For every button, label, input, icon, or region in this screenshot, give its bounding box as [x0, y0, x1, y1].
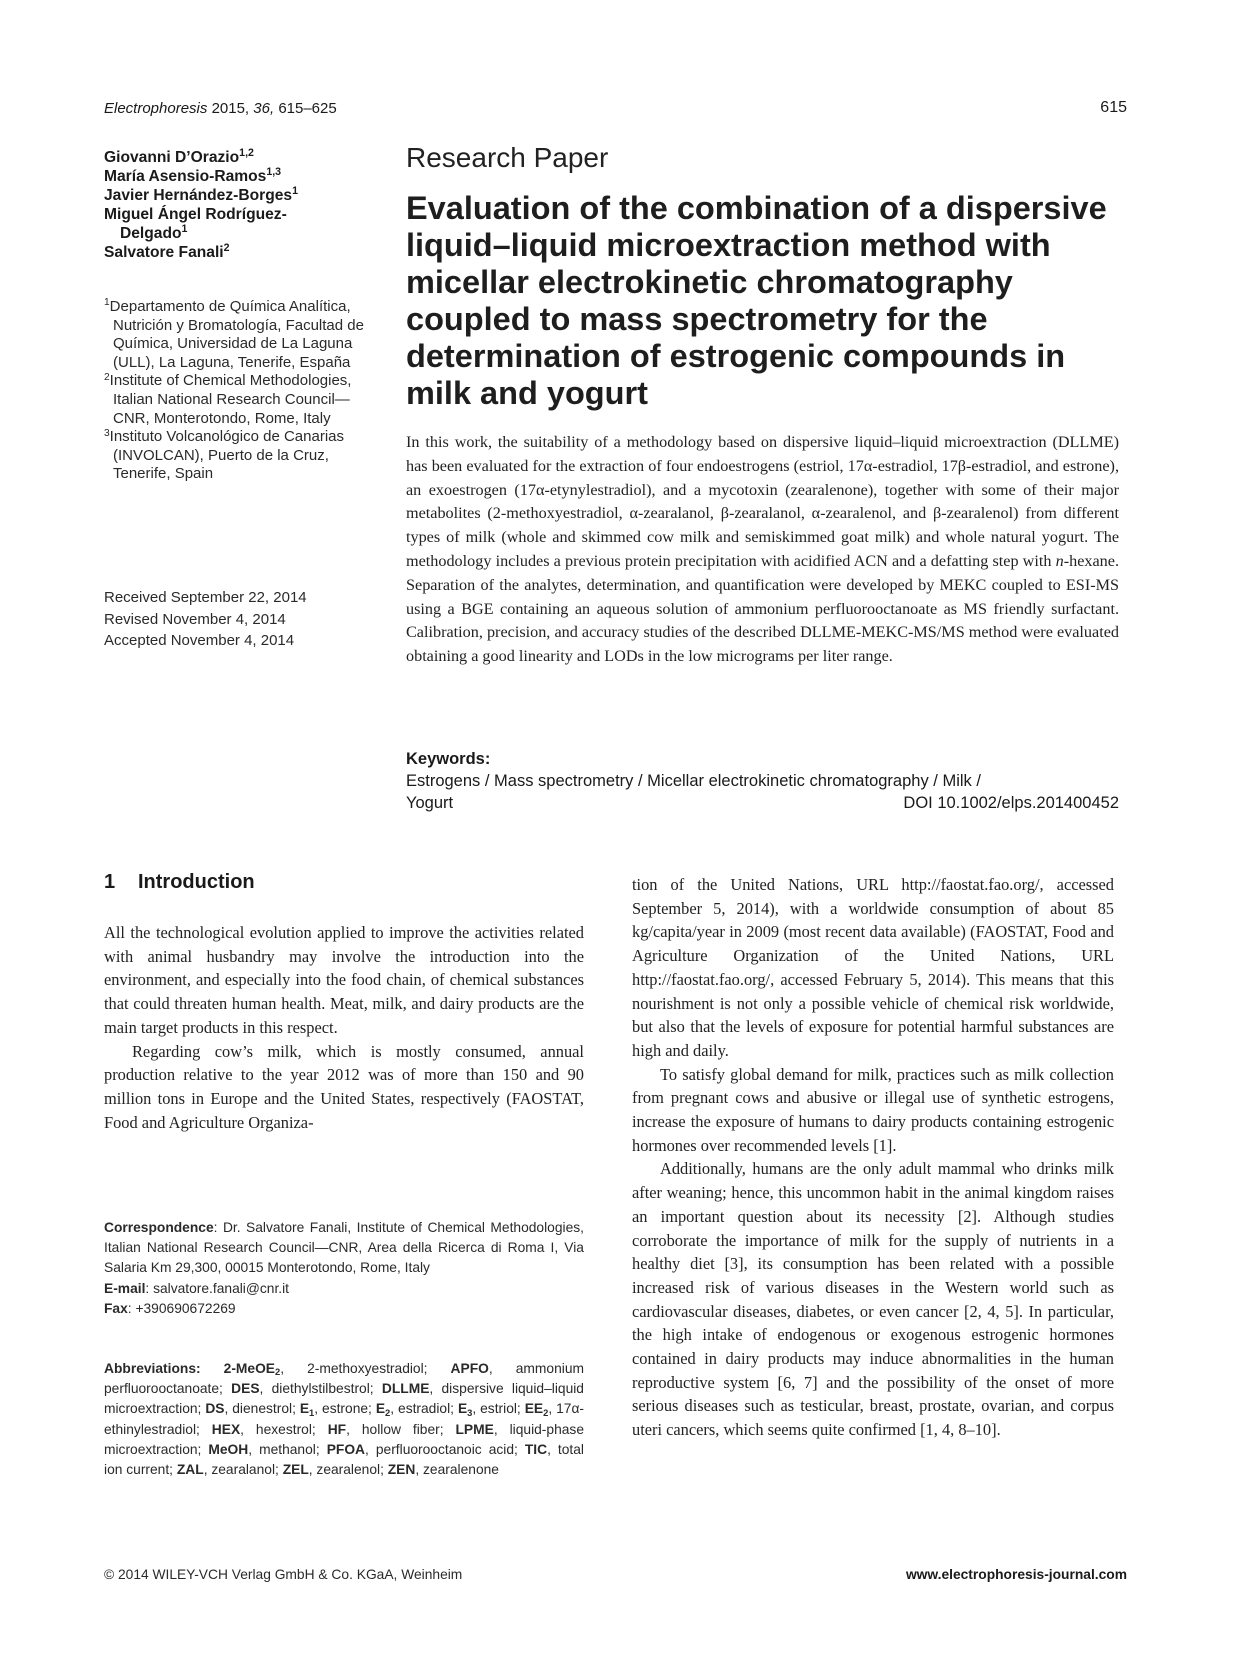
- keywords-line: Estrogens / Mass spectrometry / Micellar electrokinetic chromatography / Milk /: [406, 772, 981, 790]
- keyword: Yogurt: [406, 794, 454, 812]
- abbreviations-label: Abbreviations:: [104, 1361, 201, 1376]
- abbreviation-entry: [224, 1361, 451, 1376]
- abbreviation-entry: [458, 1401, 525, 1416]
- abbreviation-term: ZAL: [176, 1462, 204, 1478]
- article-type: Research Paper: [406, 142, 609, 173]
- author-list: [104, 148, 394, 262]
- paragraph: To satisfy global demand for milk, practices such as milk collection from pregnant cows and abusive or illegal use of synthetic estrogens, increase the exposure of humans to dairy products containing estrogenic hormones over recommended levels [1].: [632, 1064, 1114, 1155]
- author-name: Javier Hernández-Borges$^1$: [104, 185, 298, 204]
- abbreviation-definition: , zearalenone: [415, 1462, 499, 1478]
- abbreviations-list: [104, 1361, 584, 1477]
- abbreviation-entry: [388, 1462, 499, 1477]
- journal-year: 2015,: [211, 100, 250, 117]
- abbreviation-entry: [300, 1401, 376, 1416]
- paragraph: Regarding cow’s milk, which is mostly consumed, annual production relative to the year 2012 was of more than 150 and 90 million tons in Europe and the United States, respectively (FAOSTAT, Food and Agriculture Organiza-: [104, 1041, 584, 1132]
- fax-number: : +390690672269: [127, 1300, 236, 1316]
- abbreviation-definition: , dispersive liquid–liquid microextraction;: [104, 1381, 584, 1417]
- abbreviation-term: TIC: [524, 1441, 548, 1457]
- abbreviation-term: ZEL: [282, 1462, 309, 1478]
- journal-website[interactable]: www.electrophoresis-journal.com: [905, 1567, 1127, 1582]
- author-name: Giovanni D’Orazio$^{1,2}$: [104, 147, 254, 166]
- abbreviation-definition: , zearalanol;: [203, 1462, 283, 1478]
- abbreviation-term: HF: [327, 1421, 347, 1437]
- keywords-label: Keywords:: [406, 750, 491, 768]
- accepted-date: Accepted November 4, 2014: [104, 632, 295, 649]
- copyright-notice: © 2014 WILEY-VCH Verlag GmbH & Co. KGaA, Weinheim: [104, 1567, 463, 1582]
- section-number: 1: [104, 871, 116, 893]
- section-heading: [104, 871, 255, 894]
- article-dates: [104, 587, 384, 652]
- fax-label: Fax: [104, 1300, 128, 1316]
- abbreviation-entry: [283, 1462, 388, 1477]
- body-column-right: [632, 873, 1114, 1442]
- abbreviation-term: DLLME: [381, 1381, 430, 1397]
- abstract: In this work, the suitability of a methodology based on dispersive liquid–liquid microextraction (DLLME) has been evaluated for the extraction of four endoestrogens (estriol, 17α-estradiol, 17β-estradiol, and estrone), an exoestrogen (17α-etynylestradiol), and a mycotoxin (zearalenone), together with some of their major metabolites (2-methoxyestradiol, α-zearalanol, β-zearalanol, α-zearalenol, and β-zearalenol) from different types of milk (whole and skimmed cow milk and semiskimmed goat milk) and whole natural yogurt. The methodology includes a previous protein precipitation with acidified ACN and a defatting step with n-hexane. Separation of the analytes, determination, and quantification were developed by MEKC coupled to ESI-MS using a BGE containing an aqueous solution of ammonium perfluorooctanoate as MS friendly surfactant. Calibration, precision, and accuracy studies of the described DLLME-MEKC-MS/MS method were evaluated obtaining a good linearity and LODs in the low micrograms per liter range.: [406, 433, 1119, 666]
- abbreviation-definition: , hollow fiber;: [346, 1421, 456, 1437]
- abbreviation-definition: , perfluorooctanoic acid;: [365, 1441, 525, 1457]
- abbreviation-definition: , estriol;: [472, 1401, 525, 1417]
- abbreviation-term: PFOA: [326, 1441, 366, 1457]
- abbreviation-term: LPME: [455, 1421, 494, 1437]
- author-name: Salvatore Fanali$^2$: [104, 242, 230, 261]
- correspondence-note: Correspondence: Dr. Salvatore Fanali, Institute of Chemical Methodologies, Italian National Research Council—CNR, Area della Ricerca di Roma I, Via Salaria Km 29,300, 00015 Monterotondo, Rome, Italy E-mail: salvatore.fanali@cnr.it Fax: +390690672269: [104, 1220, 584, 1316]
- abbreviation-entry: [327, 1442, 525, 1457]
- abbreviations-note: [104, 1359, 584, 1480]
- author-name: María Asensio-Ramos$^{1,3}$: [104, 166, 282, 185]
- affiliation-list: [104, 298, 384, 484]
- abbreviation-definition: , dienestrol;: [224, 1401, 300, 1417]
- abbreviation-definition: , 2-methoxyestradiol;: [280, 1361, 451, 1376]
- abbreviation-entry: [212, 1422, 328, 1437]
- abbreviation-definition: , total ion current;: [104, 1441, 584, 1478]
- email-address[interactable]: : salvatore.fanali@cnr.it: [145, 1280, 290, 1296]
- received-date: Received September 22, 2014: [104, 589, 307, 606]
- abbreviation-term: $E_2$: [375, 1401, 391, 1418]
- abbreviation-term: $EE_2$: [524, 1401, 549, 1418]
- paragraph: Additionally, humans are the only adult mammal who drinks milk after weaning; hence, this uncommon habit in the animal kingdom raises an important question about its necessity [2]. Although studies corroborate the importance of milk for the supply of nutrients in a healthy diet [3], its consumption has been related with a possible increased risk of various diseases in the Western world such as cardiovascular diseases, diabetes, or even cancer [2, 4, 5]. In particular, the high intake of endogenous or exogenous estrogenic hormones contained in dairy products may induce abnormalities in the human reproductive system [6, 7] and the possibility of the onset of more serious diseases such as testicular, breast, prostate, ovarian, and corpus uteri cancers, which seems quite confirmed [1, 4, 8–10].: [632, 1159, 1114, 1440]
- running-header-citation: [104, 100, 337, 117]
- abbreviation-term: APFO: [450, 1361, 489, 1376]
- page-number: 615: [1100, 99, 1127, 116]
- abbreviation-term: ZEN: [387, 1462, 416, 1478]
- abbreviation-definition: , zearalenol;: [308, 1462, 388, 1478]
- abbreviation-entry: [376, 1401, 458, 1416]
- abbreviation-definition: , hexestrol;: [240, 1421, 328, 1437]
- author-name-continuation: Delgado$^1$: [120, 223, 188, 242]
- abbreviation-definition: , diethylstilbestrol;: [259, 1381, 382, 1397]
- affiliation: $^2$Institute of Chemical Methodologies, Italian National Research Council—CNR, Monterotondo, Rome, Italy: [104, 371, 352, 427]
- article-title: Evaluation of the combination of a dispersive liquid–liquid microextraction method with micellar electrokinetic chromatography coupled to mass spectrometry for the determination of estrogenic compounds in milk and yogurt: [406, 190, 1107, 411]
- keywords-line: [406, 794, 1119, 813]
- author-name: Miguel Ángel Rodríguez-: [104, 206, 287, 223]
- abbreviation-term: DS: [205, 1401, 225, 1417]
- revised-date: Revised November 4, 2014: [104, 610, 286, 628]
- abbreviation-entry: [231, 1381, 382, 1396]
- abbreviation-term: HEX: [211, 1421, 241, 1437]
- abbreviation-definition: , methanol;: [248, 1441, 327, 1457]
- section-title: Introduction: [138, 871, 255, 893]
- abbreviation-entry: [328, 1422, 456, 1437]
- abbreviation-term: DES: [231, 1381, 260, 1397]
- body-column-left: [104, 921, 584, 1134]
- abbreviation-definition: , liquid-phase microextraction;: [104, 1421, 584, 1457]
- abbreviation-definition: , estrone;: [314, 1401, 376, 1417]
- affiliation: $^3$Instituto Volcanológico de Canarias (INVOLCAN), Puerto de la Cruz, Tenerife, Spain: [104, 427, 344, 483]
- correspondence-label: Correspondence: [104, 1220, 214, 1235]
- abbreviation-entry: [177, 1462, 283, 1477]
- abbreviation-term: 2-MeOE$_2$: [223, 1361, 281, 1378]
- abbreviation-term: $E_1$: [299, 1401, 315, 1418]
- journal-volume: 36,: [253, 100, 275, 117]
- doi[interactable]: DOI 10.1002/elps.201400452: [903, 794, 1119, 812]
- abbreviation-term: MeOH: [208, 1441, 249, 1457]
- paragraph: tion of the United Nations, URL http://faostat.fao.org/, accessed September 5, 2014), with a worldwide consumption of about 85 kg/capita/year in 2009 (most recent data available) (FAOSTAT, Food and Agriculture Organization of the United Nations, URL http://faostat.fao.org/, accessed February 5, 2014). This means that this nourishment is not only a possible vehicle of chemical risk worldwide, but also that the levels of exposure for potential harmful substances are high and daily.: [632, 875, 1114, 1060]
- abbreviation-definition: , ammonium perfluorooctanoate;: [104, 1361, 584, 1397]
- journal-name: Electrophoresis: [104, 100, 208, 117]
- journal-pages: 615–625: [278, 100, 337, 117]
- abbreviation-term: $E_3$: [457, 1401, 473, 1418]
- abbreviation-definition: , estradiol;: [390, 1401, 458, 1417]
- abbreviation-entry: [208, 1442, 326, 1457]
- abbreviation-entry: [205, 1401, 300, 1416]
- paragraph: All the technological evolution applied to improve the activities related with animal husbandry may involve the introduction into the environment, and especially into the food chain, of chemical substances that could threaten human health. Meat, milk, and dairy products are the main target products in this respect.: [104, 923, 584, 1037]
- affiliation: $^1$Departamento de Química Analítica, Nutrición y Bromatología, Facultad de Química, Universidad de La Laguna (ULL), La Laguna, Tenerife, España: [104, 297, 364, 371]
- email-label: E-mail: [104, 1280, 146, 1296]
- abbreviation-definition: , 17α-ethinylestradiol;: [104, 1401, 585, 1437]
